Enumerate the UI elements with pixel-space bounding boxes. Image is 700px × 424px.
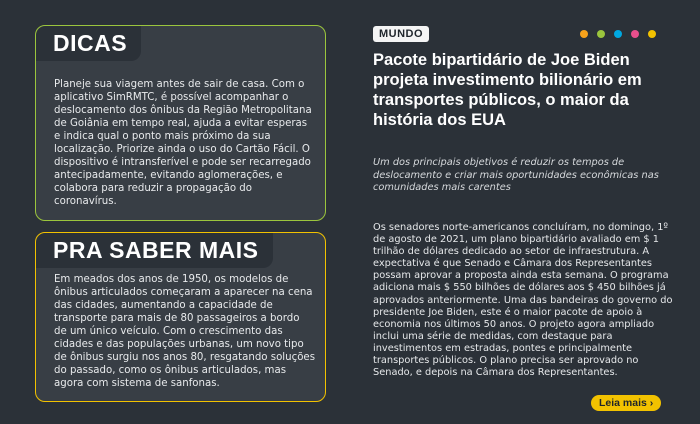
color-dot [580, 30, 588, 38]
article-body: Os senadores norte-americanos concluíram, no domingo, 1º de agosto de 2021, um plano bipartidário avaliado em $ 1 trilhão de dólares dedicado ao setor de infraestrutura. A expectativa é que Senado e Câmara dos Representantes possam aprovar a proposta ainda esta semana. O programa adiciona mais $ 550 bilhões de dólares aos $ 450 bilhões já aprovados anteriormente. Uma das bandeiras do governo do presidente Joe Biden, este é o maior pacote de apoio à economia nos últimos 50 anos. O projeto agora ampliado inclui uma série de medidas, com destaque para investimentos em estradas, pontes e principalmente transportes públicos. O plano precisa ser aprovado no Senado, e depois na Câmara dos Representantes. [373, 222, 673, 379]
leia-mais-button[interactable]: Leia mais › [591, 395, 661, 411]
color-dot [648, 30, 656, 38]
color-dot [631, 30, 639, 38]
color-dots [580, 30, 656, 38]
dicas-text: Planeje sua viagem antes de sair de casa. Com o aplicativo SimRMTC, é possível acompanhar o deslocamento dos ônibus da Região Metropolitana de Goiânia em tempo real, ajuda a evitar esperas e indica qual o ponto mais próximo da sua localização. Priorize ainda o uso do Cartão Fácil. O dispositivo é intransferível e pode ser recarregado antecipadamente, evitando aglomerações, e colabora para reduzir a propagação do coronavírus. [54, 79, 312, 207]
dicas-card [35, 25, 326, 221]
color-dot [597, 30, 605, 38]
pra-saber-mais-card [35, 232, 326, 402]
pra-saber-mais-text: Em meados dos anos de 1950, os modelos de ônibus articulados começaram a aparecer na cena das cidades, aumentando a capacidade de transporte para mais de 80 passageiros a bordo de um único veículo. Com o crescimento das cidades e das populações urbanas, um novo tipo de ônibus surgiu nos anos 80, resgatando soluções do passado, como os ônibus articulados, mas agora com sistema de sanfonas. [54, 274, 315, 389]
article-headline: Pacote bipartidário de Joe Biden projeta investimento bilionário em transportes públicos, o maior da história dos EUA [373, 51, 642, 129]
section-tag: MUNDO [373, 26, 429, 42]
article-subhead: Um dos principais objetivos é reduzir os tempos de deslocamento e criar mais oportunidades econômicas nas comunidades mais carentes [373, 157, 659, 193]
pra-saber-mais-title: PRA SABER MAIS [36, 233, 273, 268]
color-dot [614, 30, 622, 38]
dicas-title: DICAS [36, 26, 141, 61]
